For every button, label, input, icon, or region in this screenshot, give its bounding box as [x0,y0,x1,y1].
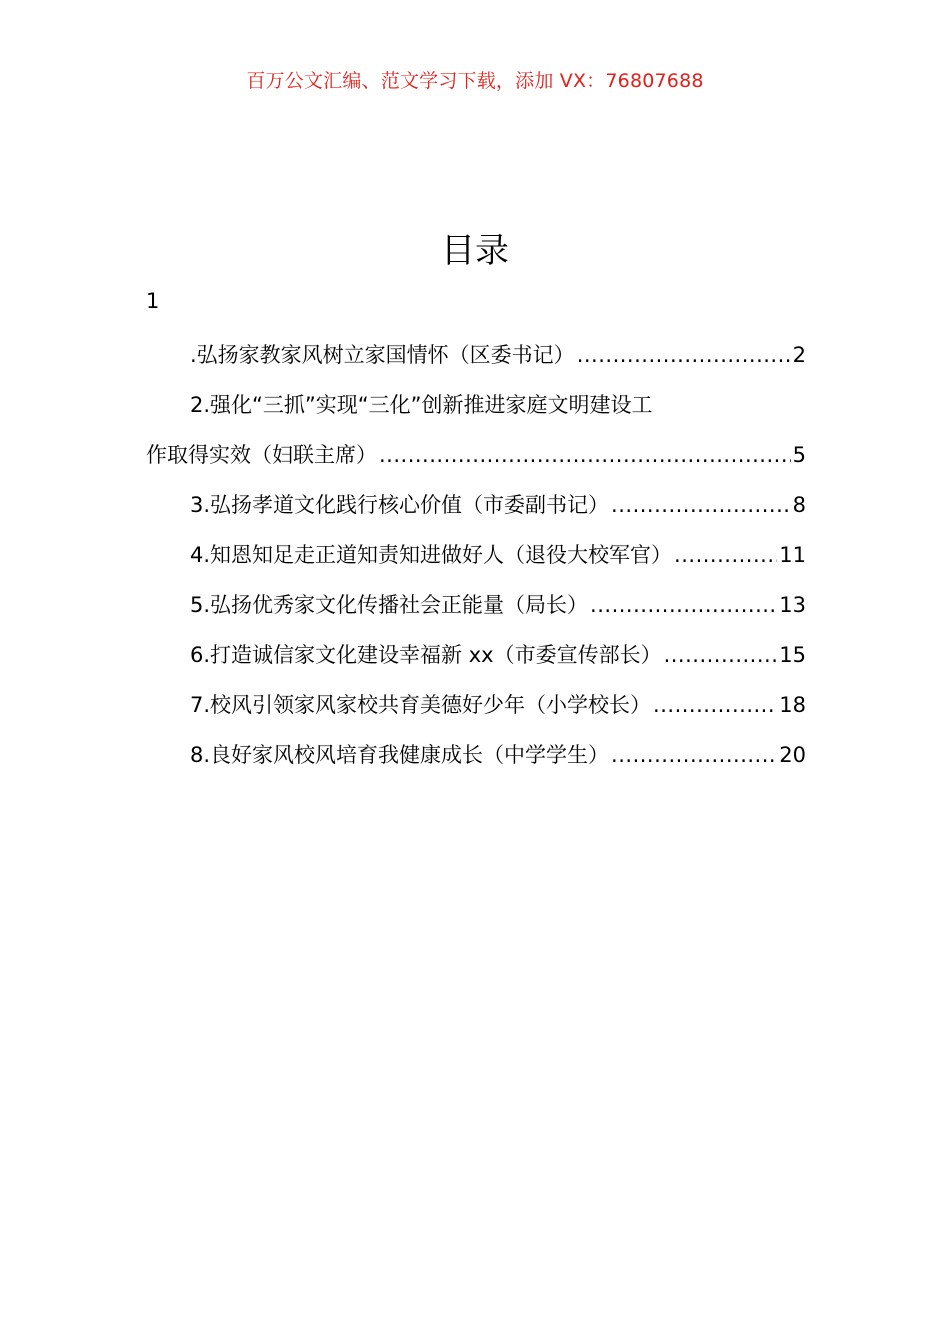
toc-entry-3[interactable] [146,480,806,530]
toc-leader [664,630,778,680]
toc-page-number: 20 [779,743,806,767]
toc-leader [611,730,777,780]
toc-leader [379,430,791,480]
toc-entry-text: 8.良好家风校风培育我健康成长（中学学生） [190,743,610,767]
toc-entry-1[interactable] [146,330,806,380]
header-banner: 百万公文汇编、范文学习下载，添加 VX：76807688 [246,70,704,92]
toc-page-number: 2 [792,343,806,367]
toc-leader [674,530,777,580]
toc-page-number: 18 [779,693,806,717]
toc-page-number: 5 [792,443,806,467]
toc-entry-6[interactable] [146,630,806,680]
toc-entry-line2 [146,430,806,480]
toc-entry-5[interactable] [146,580,806,630]
toc-entry-text-line1: 2.强化“三抓”实现“三化”创新推进家庭文明建设工 [190,393,653,417]
toc-entry-2[interactable] [146,380,806,480]
toc-page-number: 11 [779,543,806,567]
toc-entry-text: 6.打造诚信家文化建设幸福新 xx（市委宣传部长） [190,643,662,667]
toc-page-number: 15 [779,643,806,667]
toc-page-number: 8 [792,493,806,517]
toc-entry-text-line2: 作取得实效（妇联主席） [146,443,377,467]
toc-entry-4[interactable] [146,530,806,580]
toc-leader [577,330,791,380]
toc-entry-7[interactable] [146,680,806,730]
toc-entry-8[interactable] [146,730,806,780]
toc-leader [590,580,777,630]
toc-leader [653,680,777,730]
toc-list [146,330,806,780]
toc-entry-text: 7.校风引领家风家校共育美德好少年（小学校长） [190,693,652,717]
toc-entry-text: 4.知恩知足走正道知责知进做好人（退役大校军官） [190,543,673,567]
toc-heading-number: 1 [146,289,160,313]
toc-title: 目录 [441,231,509,271]
toc-entry-text: 5.弘扬优秀家文化传播社会正能量（局长） [190,593,589,617]
toc-leader [611,480,791,530]
toc-entry-text: .弘扬家教家风树立家国情怀（区委书记） [190,343,575,367]
toc-page-number: 13 [779,593,806,617]
toc-entry-text: 3.弘扬孝道文化践行核心价值（市委副书记） [190,493,610,517]
